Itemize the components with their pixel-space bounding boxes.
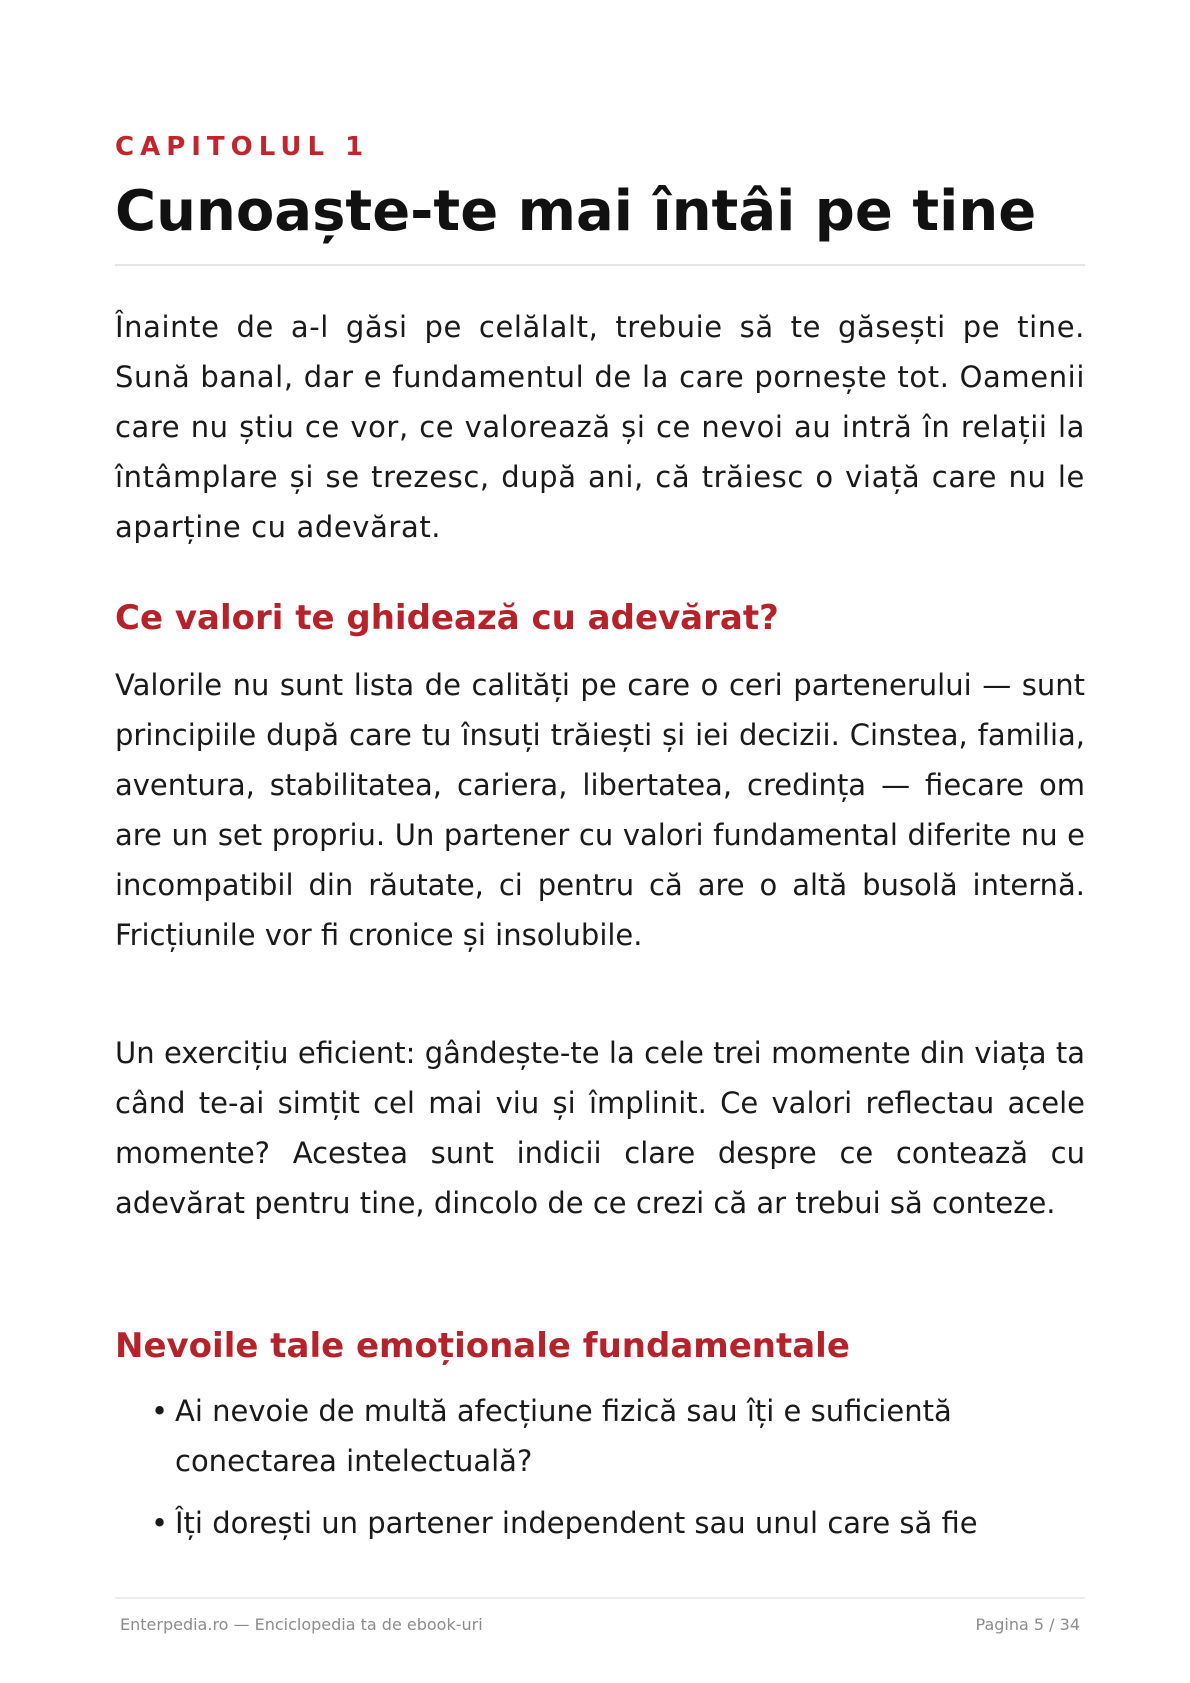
needs-bullet-list: [151, 1386, 1085, 1560]
values-paragraph-1: Valorile nu sunt lista de calități pe care o ceri partenerului — sunt principiile după care tu însuți trăiești și iei decizii. Cinstea, familia, aventura, stabilitatea, cariera, libertatea, credința — fiecare om are un set propriu. Un partener cu valori fundamental diferite nu e incompatibil din răutate, ci pentru că are o altă busolă internă. Fricțiunile vor fi cronice și insolubile.: [115, 668, 1085, 952]
chapter-label: CAPITOLUL 1: [115, 132, 370, 162]
bullet-text: Ai nevoie de multă afecțiune fizică sau îți e suficientă conectarea intelectuală?: [175, 1394, 952, 1478]
footer-site-name: Enterpedia.ro — Enciclopedia ta de ebook-uri: [120, 1615, 483, 1634]
bullet-item: [151, 1386, 1085, 1486]
document-page: [115, 0, 1085, 1683]
section-heading-needs: Nevoile tale emoționale fundamentale: [115, 1326, 850, 1366]
chapter-title: Cunoaște-te mai întâi pe tine: [115, 179, 1037, 244]
intro-paragraph: Înainte de a-l găsi pe celălalt, trebuie să te găsești pe tine. Sună banal, dar e fundamentul de la care pornește tot. Oamenii care nu știu ce vor, ce valorează și ce nevoi au intră în relații la întâmplare și se trezesc, după ani, că trăiesc o viață care nu le aparține cu adevărat.: [115, 310, 1085, 544]
section-heading-values: Ce valori te ghidează cu adevărat?: [115, 598, 779, 638]
title-divider: [115, 264, 1085, 266]
values-paragraph-2: Un exercițiu eficient: gândește-te la cele trei momente din viața ta când te-ai simțit cel mai viu și împlinit. Ce valori reflectau acele momente? Acestea sunt indicii clare despre ce contează cu adevărat pentru tine, dincolo de ce crezi că ar trebui să conteze.: [115, 1036, 1085, 1220]
bullet-text: Îți dorești un partener independent sau unul care să fie: [175, 1506, 978, 1540]
bullet-dot-icon: •: [151, 1394, 169, 1428]
bullet-dot-icon: •: [151, 1506, 169, 1540]
footer-divider: [115, 1597, 1085, 1599]
footer-page-number: Pagina 5 / 34: [975, 1615, 1080, 1634]
bullet-item: [151, 1498, 1085, 1548]
